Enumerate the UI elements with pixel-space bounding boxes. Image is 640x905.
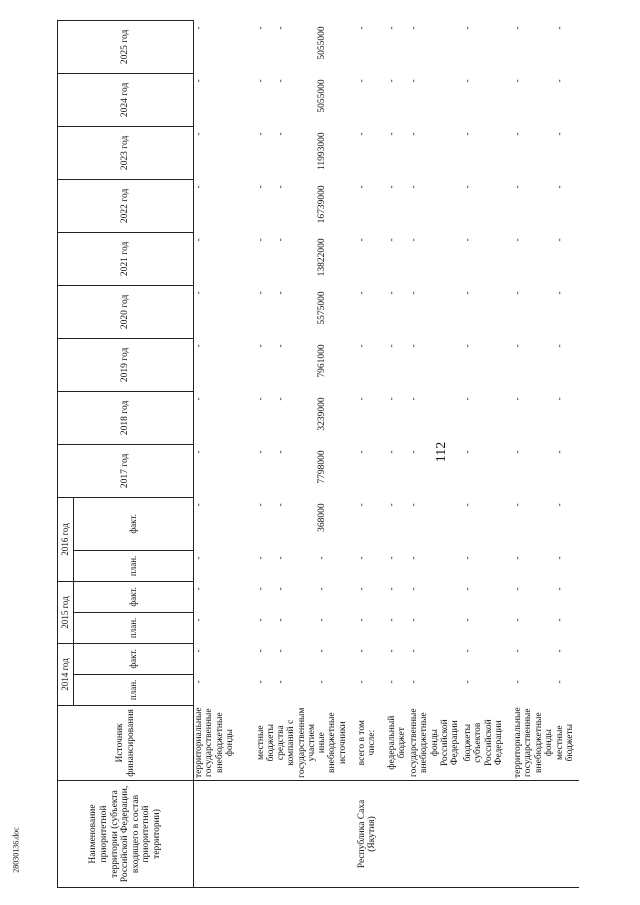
row-source: иные внебюджетные источники — [317, 712, 348, 773]
row-value: - — [357, 618, 367, 622]
row-value: - — [276, 79, 286, 83]
row-value: - — [255, 450, 266, 454]
header-2015-plan: план. — [74, 612, 194, 643]
page-number: 112 — [434, 441, 449, 463]
row-value: - — [357, 397, 367, 401]
row-value: - — [255, 649, 266, 653]
row-value: - — [276, 344, 286, 348]
header-2014-fact: факт. — [74, 643, 194, 674]
header-2014-plan: план. — [74, 674, 194, 705]
row-value: - — [194, 79, 204, 83]
row-value: - — [387, 344, 397, 348]
row-value: - — [555, 132, 565, 136]
row-value: 11993000 — [317, 132, 327, 171]
row-value: - — [276, 291, 286, 295]
row-value: - — [276, 587, 286, 591]
row-source: бюджеты субъектов Российской Федерации — [463, 719, 504, 767]
row-value: - — [357, 238, 367, 242]
row-territory — [513, 781, 555, 888]
row-value: - — [194, 503, 204, 507]
row-value: - — [276, 503, 286, 507]
row-value: - — [463, 26, 473, 30]
row-value: - — [409, 618, 419, 622]
row-value: - — [555, 291, 565, 295]
row-value: - — [463, 185, 473, 189]
row-source: местные бюджеты — [555, 723, 576, 762]
row-value: - — [255, 587, 266, 591]
row-value: - — [357, 649, 367, 653]
row-value: 7798000 — [317, 450, 327, 484]
row-value: - — [194, 26, 204, 30]
row-value: - — [555, 238, 565, 242]
row-value: - — [555, 450, 565, 454]
row-value: - — [276, 185, 286, 189]
header-2025: 2025 год — [58, 20, 194, 73]
row-value: - — [555, 26, 565, 30]
header-2015-fact: факт. — [74, 581, 194, 612]
row-value: - — [357, 79, 367, 83]
row-value: - — [409, 503, 419, 507]
row-territory — [409, 781, 463, 888]
header-source: Источник финансирования — [58, 705, 194, 780]
row-value: - — [555, 397, 565, 401]
row-value: - — [357, 185, 367, 189]
row-source: средства компаний с государственным участием — [276, 707, 317, 778]
row-value: - — [357, 132, 367, 136]
row-value: - — [387, 556, 397, 560]
row-value: - — [387, 450, 397, 454]
row-value: - — [357, 291, 367, 295]
row-value: - — [409, 185, 419, 189]
table-row — [317, 20, 357, 887]
row-value: - — [513, 238, 523, 242]
table-row — [276, 20, 317, 887]
header-territory: Наименование приоритетной территории (субъекта Российской Федерации, входящего в состав приоритетной территории) — [58, 781, 194, 888]
row-value: - — [357, 450, 367, 454]
header-2019: 2019 год — [58, 338, 194, 391]
header-2020: 2020 год — [58, 285, 194, 338]
row-value: 5575000 — [317, 291, 327, 325]
row-value: - — [276, 618, 286, 622]
row-source: территориальные государственные внебюджетные фонды — [513, 707, 554, 778]
row-value: - — [276, 680, 286, 684]
row-value: - — [409, 79, 419, 83]
table-row — [256, 20, 277, 887]
row-value: - — [317, 587, 327, 591]
header-2014: 2014 год — [58, 643, 74, 705]
table-row — [194, 20, 256, 887]
row-source: территориальные государственные внебюджетные фонды — [194, 707, 235, 778]
row-value: - — [255, 344, 266, 348]
row-value: - — [255, 238, 266, 242]
row-value: - — [255, 680, 266, 684]
table-row — [463, 20, 513, 887]
row-value: - — [513, 79, 523, 83]
row-value: - — [463, 79, 473, 83]
row-territory — [463, 781, 513, 888]
row-value: - — [463, 132, 473, 136]
row-value: - — [276, 397, 286, 401]
row-value: - — [194, 291, 204, 295]
row-value: - — [463, 344, 473, 348]
row-value: - — [513, 503, 523, 507]
row-value: - — [357, 680, 367, 684]
row-value: - — [317, 680, 327, 684]
table-row — [387, 20, 409, 887]
row-value: - — [409, 344, 419, 348]
row-territory — [387, 781, 409, 888]
row-value: - — [194, 132, 204, 136]
row-value: - — [276, 26, 286, 30]
row-value: - — [409, 397, 419, 401]
row-value: - — [387, 132, 397, 136]
row-value: - — [409, 450, 419, 454]
row-value: - — [194, 450, 204, 454]
row-value: - — [555, 344, 565, 348]
row-value: - — [387, 618, 397, 622]
row-value: - — [555, 587, 565, 591]
row-value: - — [387, 238, 397, 242]
row-value: - — [513, 397, 523, 401]
row-value: - — [463, 397, 473, 401]
header-2016: 2016 год — [58, 497, 74, 581]
row-value: - — [276, 556, 286, 560]
row-value: - — [513, 618, 523, 622]
row-territory — [194, 781, 256, 888]
table-header — [58, 20, 194, 887]
row-value: - — [513, 450, 523, 454]
header-2018: 2018 год — [58, 391, 194, 444]
row-value: - — [387, 26, 397, 30]
row-value: 13822000 — [317, 238, 327, 277]
row-value: - — [513, 344, 523, 348]
row-source: федеральный бюджет — [387, 715, 408, 770]
row-source: местные бюджеты — [255, 723, 276, 762]
row-value: - — [194, 397, 204, 401]
row-value: 16739000 — [317, 185, 327, 224]
row-value: - — [255, 185, 266, 189]
row-value: - — [463, 238, 473, 242]
table-row — [555, 20, 579, 887]
row-value: - — [194, 618, 204, 622]
row-value: - — [255, 503, 266, 507]
row-value: - — [255, 79, 266, 83]
row-territory — [317, 781, 357, 888]
row-source: всего в том числе: — [357, 720, 378, 766]
row-value: - — [276, 649, 286, 653]
row-value: - — [513, 587, 523, 591]
row-value: - — [555, 185, 565, 189]
header-2017: 2017 год — [58, 444, 194, 497]
table-row — [513, 20, 555, 887]
row-value: - — [387, 185, 397, 189]
row-value: - — [194, 649, 204, 653]
row-value: - — [255, 397, 266, 401]
row-value: - — [194, 587, 204, 591]
row-value: 368000 — [317, 503, 327, 532]
row-value: - — [555, 649, 565, 653]
row-value: - — [387, 397, 397, 401]
row-value: - — [513, 132, 523, 136]
row-value: - — [194, 344, 204, 348]
row-value: - — [357, 26, 367, 30]
row-value: - — [194, 238, 204, 242]
row-value: - — [555, 79, 565, 83]
row-value: - — [276, 450, 286, 454]
row-value: - — [255, 556, 266, 560]
row-value: - — [409, 649, 419, 653]
row-value: - — [555, 618, 565, 622]
row-value: - — [357, 503, 367, 507]
row-value: - — [513, 291, 523, 295]
row-value: - — [317, 649, 327, 653]
row-source: государственные внебюджетные фонды Российской Федерации — [409, 708, 460, 777]
row-value: 7961000 — [317, 344, 327, 378]
row-value: - — [255, 26, 266, 30]
row-value: - — [463, 649, 473, 653]
funding-table — [57, 20, 579, 888]
row-value: - — [357, 556, 367, 560]
row-value: - — [387, 79, 397, 83]
row-value: - — [463, 291, 473, 295]
header-2016-plan: план. — [74, 550, 194, 581]
row-value: - — [409, 556, 419, 560]
row-value: - — [513, 26, 523, 30]
row-value: - — [463, 503, 473, 507]
row-value: - — [387, 503, 397, 507]
row-value: - — [276, 132, 286, 136]
row-value: - — [409, 132, 419, 136]
row-value: - — [255, 291, 266, 295]
row-value: - — [513, 556, 523, 560]
row-value: - — [317, 556, 327, 560]
header-2015: 2015 год — [58, 581, 74, 643]
row-value: - — [317, 618, 327, 622]
header-2022: 2022 год — [58, 179, 194, 232]
row-value: - — [194, 556, 204, 560]
row-value: - — [409, 587, 419, 591]
header-2016-fact: факт. — [74, 497, 194, 550]
document-id: 28030136.doc — [11, 827, 21, 873]
row-value: - — [387, 649, 397, 653]
row-value: - — [194, 185, 204, 189]
row-value: 5055000 — [317, 79, 327, 113]
row-territory — [555, 781, 579, 888]
row-value: - — [555, 556, 565, 560]
row-value: - — [463, 680, 473, 684]
row-value: - — [555, 503, 565, 507]
row-value: 5055000 — [317, 26, 327, 60]
row-territory — [276, 781, 317, 888]
rotated-table-frame — [57, 18, 579, 888]
row-value: 3239000 — [317, 397, 327, 431]
row-value: - — [463, 556, 473, 560]
table-body-rows — [194, 20, 580, 887]
row-value: - — [194, 680, 204, 684]
header-2024: 2024 год — [58, 73, 194, 126]
row-value: - — [409, 680, 419, 684]
row-value: - — [513, 649, 523, 653]
row-value: - — [387, 587, 397, 591]
row-value: - — [409, 238, 419, 242]
table-row — [409, 20, 463, 887]
row-value: - — [409, 291, 419, 295]
row-value: - — [409, 26, 419, 30]
row-value: - — [357, 344, 367, 348]
row-value: - — [555, 680, 565, 684]
row-value: - — [513, 185, 523, 189]
header-2021: 2021 год — [58, 232, 194, 285]
row-value: - — [463, 587, 473, 591]
row-value: - — [255, 618, 266, 622]
row-value: - — [513, 680, 523, 684]
row-value: - — [357, 587, 367, 591]
row-value: - — [463, 618, 473, 622]
row-value: - — [255, 132, 266, 136]
table-row — [357, 20, 387, 887]
row-territory: Республика Саха (Якутия) — [357, 781, 387, 888]
row-value: - — [387, 680, 397, 684]
row-territory — [256, 781, 277, 888]
header-2023: 2023 год — [58, 126, 194, 179]
row-value: - — [463, 450, 473, 454]
row-value: - — [387, 291, 397, 295]
row-value: - — [276, 238, 286, 242]
